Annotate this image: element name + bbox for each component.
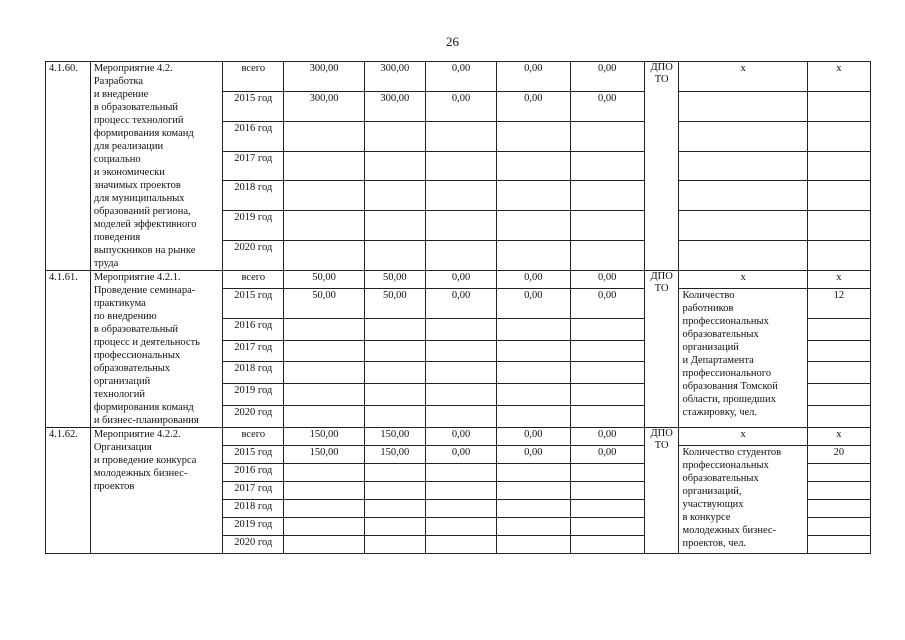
funding-value — [284, 211, 364, 241]
year-label: 2018 год — [223, 362, 284, 384]
funding-value — [284, 518, 364, 536]
funding-value — [570, 121, 644, 151]
funding-value — [364, 464, 425, 482]
indicator-value — [807, 384, 870, 406]
funding-value — [570, 518, 644, 536]
funding-value: 0,00 — [570, 62, 644, 92]
funding-value — [364, 318, 425, 340]
funding-value — [425, 181, 496, 211]
activity-number: 4.1.60. — [46, 62, 91, 271]
page-number: 26 — [446, 34, 459, 49]
year-label: 2019 год — [223, 384, 284, 406]
funding-value — [497, 121, 570, 151]
indicator-value — [807, 536, 870, 554]
funding-value — [497, 500, 570, 518]
year-label: 2017 год — [223, 340, 284, 362]
year-label: 2017 год — [223, 151, 284, 181]
funding-value: 150,00 — [364, 446, 425, 464]
indicator-name — [679, 181, 807, 211]
year-label: 2019 год — [223, 518, 284, 536]
funding-value: 0,00 — [425, 428, 496, 446]
indicator-name — [679, 151, 807, 181]
funding-value: 0,00 — [425, 62, 496, 92]
activity-name: Мероприятие 4.2.1. Проведение семинара- практикума по внедрению в образовательный процесс и деятельность профессиональных образовательных организаций технологий формирования команд и бизнес-планирования — [90, 271, 222, 428]
indicator-value — [807, 121, 870, 151]
funding-value — [364, 121, 425, 151]
funding-value: 300,00 — [284, 62, 364, 92]
indicator-name: Количество студентов профессиональных образовательных организаций, участвующих в конкурсе молодежных бизнес- проектов, чел. — [679, 446, 807, 554]
funding-value — [284, 406, 364, 428]
funding-value — [570, 340, 644, 362]
funding-value — [497, 464, 570, 482]
year-label: 2020 год — [223, 536, 284, 554]
funding-value — [570, 482, 644, 500]
funding-value — [425, 340, 496, 362]
indicator-value: 20 — [807, 446, 870, 464]
funding-value — [425, 151, 496, 181]
year-label: 2015 год — [223, 91, 284, 121]
year-label: всего — [223, 62, 284, 92]
funding-value — [284, 482, 364, 500]
funding-value — [284, 121, 364, 151]
table-row — [46, 428, 871, 446]
funding-value: 300,00 — [364, 91, 425, 121]
funding-value — [497, 151, 570, 181]
funding-value: 0,00 — [570, 428, 644, 446]
funding-value — [497, 482, 570, 500]
funding-value — [364, 181, 425, 211]
funding-value: 50,00 — [364, 271, 425, 289]
funding-value: 50,00 — [364, 289, 425, 319]
funding-value: 50,00 — [284, 289, 364, 319]
indicator-name: х — [679, 271, 807, 289]
year-label: всего — [223, 271, 284, 289]
funding-value: 0,00 — [570, 91, 644, 121]
funding-value — [364, 151, 425, 181]
funding-value — [425, 482, 496, 500]
funding-value: 300,00 — [284, 91, 364, 121]
indicator-value — [807, 181, 870, 211]
indicator-value — [807, 464, 870, 482]
funding-value — [364, 482, 425, 500]
funding-value — [284, 318, 364, 340]
funding-value: 150,00 — [284, 428, 364, 446]
funding-value — [570, 241, 644, 271]
funding-value: 0,00 — [497, 62, 570, 92]
indicator-value: х — [807, 428, 870, 446]
funding-value — [284, 241, 364, 271]
year-label: 2016 год — [223, 464, 284, 482]
year-label: 2017 год — [223, 482, 284, 500]
funding-value — [497, 241, 570, 271]
indicator-name — [679, 121, 807, 151]
funding-value — [364, 536, 425, 554]
indicator-name — [679, 91, 807, 121]
funding-value — [284, 464, 364, 482]
year-label: 2020 год — [223, 406, 284, 428]
funding-value — [570, 464, 644, 482]
funding-value — [425, 464, 496, 482]
indicator-name — [679, 211, 807, 241]
funding-value — [425, 241, 496, 271]
activity-name: Мероприятие 4.2.2. Организация и проведение конкурса молодежных бизнес- проектов — [90, 428, 222, 554]
table-row — [46, 271, 871, 289]
funding-value — [570, 318, 644, 340]
funding-value: 0,00 — [425, 289, 496, 319]
executor: ДПО ТО — [644, 271, 679, 428]
funding-value — [570, 181, 644, 211]
funding-value — [570, 406, 644, 428]
table-row — [46, 62, 871, 92]
indicator-name: х — [679, 62, 807, 92]
activity-number: 4.1.62. — [46, 428, 91, 554]
funding-value: 300,00 — [364, 62, 425, 92]
funding-value — [284, 340, 364, 362]
indicator-value — [807, 241, 870, 271]
funding-value — [284, 151, 364, 181]
funding-value — [284, 181, 364, 211]
indicator-name — [679, 241, 807, 271]
funding-value — [497, 518, 570, 536]
activity-number: 4.1.61. — [46, 271, 91, 428]
funding-value — [425, 406, 496, 428]
funding-value — [425, 518, 496, 536]
funding-value — [364, 211, 425, 241]
indicator-value — [807, 362, 870, 384]
funding-value: 0,00 — [497, 428, 570, 446]
indicator-value — [807, 500, 870, 518]
activity-name: Мероприятие 4.2. Разработка и внедрение в образовательный процесс технологий формирования команд для реализации социально и экономически значимых проектов для муниципальных образований региона, моделей эффективного поведения выпускников на рынке труда — [90, 62, 222, 271]
funding-value: 0,00 — [570, 289, 644, 319]
funding-value — [497, 211, 570, 241]
executor: ДПО ТО — [644, 428, 679, 554]
funding-value — [425, 121, 496, 151]
year-label: 2015 год — [223, 446, 284, 464]
year-label: 2020 год — [223, 241, 284, 271]
indicator-value — [807, 151, 870, 181]
year-label: 2018 год — [223, 181, 284, 211]
indicator-value: х — [807, 271, 870, 289]
indicator-value — [807, 518, 870, 536]
funding-value — [570, 151, 644, 181]
funding-value: 0,00 — [425, 446, 496, 464]
indicator-value: 12 — [807, 289, 870, 319]
funding-value — [364, 241, 425, 271]
funding-value: 0,00 — [425, 91, 496, 121]
funding-value — [364, 384, 425, 406]
funding-value — [497, 536, 570, 554]
funding-value — [425, 536, 496, 554]
funding-value — [284, 384, 364, 406]
funding-value — [570, 362, 644, 384]
funding-value — [497, 340, 570, 362]
funding-value: 0,00 — [425, 271, 496, 289]
indicator-value — [807, 91, 870, 121]
indicator-value — [807, 406, 870, 428]
indicator-name: х — [679, 428, 807, 446]
year-label: 2019 год — [223, 211, 284, 241]
funding-value — [284, 362, 364, 384]
funding-value — [497, 318, 570, 340]
indicator-name: Количество работников профессиональных образовательных организаций и Департамента профессионального образования Томской области, прошедших стажировку, чел. — [679, 289, 807, 428]
funding-value: 0,00 — [570, 271, 644, 289]
indicator-value — [807, 318, 870, 340]
year-label: всего — [223, 428, 284, 446]
funding-value — [497, 384, 570, 406]
funding-value: 150,00 — [364, 428, 425, 446]
funding-value — [425, 318, 496, 340]
funding-value: 0,00 — [497, 271, 570, 289]
funding-value: 0,00 — [497, 91, 570, 121]
funding-value — [364, 500, 425, 518]
indicator-value — [807, 340, 870, 362]
funding-value: 0,00 — [497, 446, 570, 464]
funding-value — [364, 340, 425, 362]
indicator-value — [807, 211, 870, 241]
funding-value — [284, 536, 364, 554]
year-label: 2015 год — [223, 289, 284, 319]
year-label: 2016 год — [223, 121, 284, 151]
funding-value — [497, 181, 570, 211]
funding-value — [425, 500, 496, 518]
funding-value: 0,00 — [570, 446, 644, 464]
funding-value — [284, 500, 364, 518]
funding-value — [425, 211, 496, 241]
executor: ДПО ТО — [644, 62, 679, 271]
funding-value: 0,00 — [497, 289, 570, 319]
indicator-value — [807, 482, 870, 500]
indicator-value: х — [807, 62, 870, 92]
funding-value — [570, 500, 644, 518]
funding-value: 50,00 — [284, 271, 364, 289]
program-activities-table — [45, 61, 871, 554]
funding-value — [425, 384, 496, 406]
funding-value — [570, 384, 644, 406]
funding-value — [425, 362, 496, 384]
year-label: 2018 год — [223, 500, 284, 518]
year-label: 2016 год — [223, 318, 284, 340]
funding-value — [497, 362, 570, 384]
funding-value — [364, 362, 425, 384]
funding-value — [364, 518, 425, 536]
funding-value — [364, 406, 425, 428]
funding-value: 150,00 — [284, 446, 364, 464]
funding-value — [570, 211, 644, 241]
funding-value — [497, 406, 570, 428]
table-body — [46, 62, 871, 554]
funding-value — [570, 536, 644, 554]
